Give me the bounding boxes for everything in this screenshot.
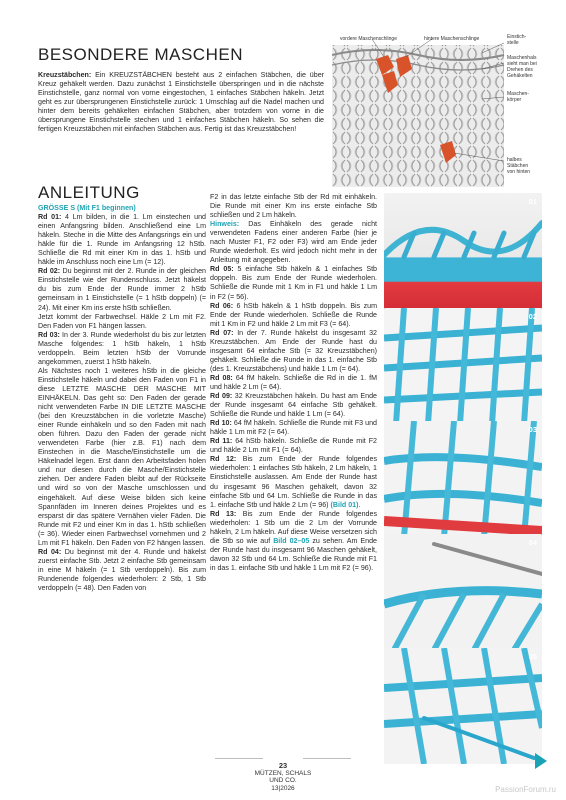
round-label: Rd 13: <box>210 509 237 518</box>
footer-line-2: UND CO. <box>269 777 297 784</box>
label-stitch-body: Maschen-körper <box>507 91 529 103</box>
round-label: Rd 02: <box>38 267 61 276</box>
intro-label: Kreuzstäbchen: <box>38 71 92 79</box>
footer-divider-left <box>215 758 263 759</box>
yarn-illustration <box>384 648 542 764</box>
round-text: 32 Kreuzstäbchen häkeln. Du hast am Ende der Runde insgesamt 64 einfache Stb gehäkelt. Schließe die Runde und häkle 1 Lm (= 64). <box>210 392 377 419</box>
crochet-hook-icon <box>424 718 534 758</box>
round-text: Bis zum Ende der Runde folgendes wiederholen: 1 Stb um die 2 Lm der Vorrunde häkeln, 2 Lm häkeln. Auf diese Weise versetzen sich die Stb so wie auf <box>210 509 377 545</box>
photo-step-02 <box>384 308 542 424</box>
paragraph <box>210 220 377 265</box>
round-text-tail: zu sehen. Am Ende der Runde hast du insgesamt 96 Maschen gehäkelt, davon 32 Stb und 64 Lm. Schließe die Runde mit F1 in das 1. einfache Stb und häkle 1 Lm mit F2 (= 96). <box>210 536 377 572</box>
figure-reference: (Bild 01) <box>330 500 359 509</box>
round-text: F2 in das letzte einfache Stb der Rd mit einhäkeln. Die Runde mit einer Km ins erste einfache Stb schließen und 2 Lm häkeln. <box>210 193 377 220</box>
photo-number: 03 <box>528 425 537 434</box>
round-label: Rd 03: <box>38 330 60 339</box>
round-label: Rd 10: <box>210 419 232 428</box>
yarn-illustration <box>384 308 542 424</box>
page-number: 23 <box>278 761 288 770</box>
round-text: Das Einhäkeln des gerade nicht verwendeten Fadens einer anderen Farbe (hier je nach Muster F1, F2 oder F3) wird am Ende jeder Runde wiederholt. Es wird jedoch nicht mehr in der Anleitung mit angegeben. <box>210 220 377 265</box>
paragraph <box>210 302 377 329</box>
paragraph <box>38 331 206 367</box>
crochet-hook-icon <box>434 544 542 574</box>
yarn-illustration <box>384 193 542 309</box>
column-1 <box>38 204 206 593</box>
column-2-body <box>210 193 377 573</box>
photo-number: 05 <box>528 652 537 661</box>
paragraph <box>210 265 377 301</box>
paragraph <box>210 392 377 419</box>
round-text: In der 3. Runde wiederholst du bis zur letzten Masche folgendes: 1 hStb häkeln, 1 hStb verdoppeln. Beim letzten hStb der Vorrunde angekommen, zuerst 1 hStb häkeln. <box>38 330 206 366</box>
footer-divider-right <box>303 758 351 759</box>
paragraph <box>210 193 377 220</box>
round-label: Rd 11: <box>210 437 233 446</box>
column-2 <box>210 193 377 573</box>
photo-number: 02 <box>528 312 537 321</box>
round-text-tail: . <box>358 500 361 509</box>
round-label: Rd 12: <box>210 455 237 464</box>
figure-reference: Bild 02–05 <box>273 536 310 545</box>
footer-line-1: MÜTZEN, SCHALS <box>254 769 312 777</box>
label-entry-point: Einstich-stelle <box>507 34 527 46</box>
round-label: Rd 04: <box>38 547 62 556</box>
watermark: PassionForum.ru <box>495 785 556 794</box>
footer-line-3: 13|2026 <box>271 784 295 792</box>
yarn-illustration <box>384 421 542 537</box>
round-text: In der 7. Runde häkelst du insgesamt 32 Kreuzstäbchen. Am Ende der Runde hast du insgesamt 64 einfache Stb (= 32 Kreuzstäbchen) gehäkelt. Schließe die Runde in das 1. einfache Stb (des 1. Kreuzstäbchens) und häkle 1 Lm (= 64). <box>210 328 378 373</box>
round-label: Rd 09: <box>210 392 233 401</box>
round-label: Rd 07: <box>210 328 234 337</box>
photo-number: 04 <box>528 538 537 547</box>
photo-step-05 <box>384 648 542 764</box>
paragraph <box>38 267 206 312</box>
paragraph <box>210 510 377 573</box>
cross-stitch-intro <box>38 71 324 134</box>
yarn-illustration <box>384 534 542 650</box>
paragraph <box>210 419 377 437</box>
size-label: GRÖSSE S (Mit F1 beginnen) <box>38 204 136 212</box>
paragraph <box>210 374 377 392</box>
label-back-loop: hintere Maschenschlinge <box>424 36 480 42</box>
round-label: Rd 05: <box>210 265 234 274</box>
photo-step-03 <box>384 421 542 537</box>
round-text: Jetzt kommt der Farbwechsel. Häkle 2 Lm mit F2. Den Faden von F1 hängen lassen. <box>38 312 206 330</box>
label-half-stitch: halbes Stäbchen von hinten <box>507 157 531 175</box>
instructions-heading: ANLEITUNG <box>38 183 140 202</box>
round-label: Rd 01: <box>38 213 62 222</box>
page-footer <box>0 762 566 792</box>
round-text: Als Nächstes noch 1 weiteres hStb in die gleiche Einstichstelle häkeln und dabei den Faden von F1 in diese LETZTE MASCHE DER MASCHE MIT EINHÄKELN. Das geht so: Den Faden der gerade nicht verwendeten Farbe IN DIE LETZTE MASCHE (bei den Kreuzstäbchen in die vorletzte Masche) einer Runde einhäkeln und so den Faden mit nach oben führen. Dazu den Faden der gerade nicht verwendeten Farbe (hier z.B. F1) nach dem Einstechen in die Masche/Einstichstelle um die Häkelnadel legen. Erst dann den Arbeitsfaden holen und nur diesen durch die Masche/Einstichstelle ziehen. Der andere Faden bleibt auf der Rückseite und wird so von der Masche umschlossen und eingehäkelt. Auf diese Weise bilden sich keine Spannfäden im Inneren deines Projektes und es ersparst dir das spätere Vernähen vieler Fäden. Die Runde mit F2 und einer Km in das 1. hStb schließen (= 36). Wieder einen Farbwechsel vornehmen und 2 Lm mit F1 häkeln. Den Faden von F2 hängen lassen. <box>38 366 206 547</box>
paragraph <box>38 548 206 593</box>
paragraph <box>210 455 377 509</box>
round-text: 64 hStb häkeln. Schließe die Runde mit F2 und häkle 2 Lm mit F1 (= 64). <box>210 437 377 455</box>
round-label: Hinweis: <box>210 220 240 229</box>
paragraph <box>38 367 206 548</box>
photo-step-04 <box>384 534 542 650</box>
round-text: 5 einfache Stb häkeln & 1 einfaches Stb doppeln. Bis zum Ende der Runde wiederholen. Schließe die Runde mit 1 Km in F1 und häkle 1 Lm in F2 (= 56). <box>210 265 377 301</box>
label-front-loop: vordere Maschenschlinge <box>340 36 397 42</box>
round-text: 64 fM häkeln. Schließe die Rd in die 1. fM und häkle 2 Lm (= 64). <box>210 373 377 391</box>
stitch-diagram <box>332 33 557 193</box>
paragraph <box>38 313 206 331</box>
round-text: Du beginnst mit der 2. Runde in der gleichen Einstichstelle wie der Rundenschluss. Jetzt häkelst du bis zum Ende der Runde immer 2 hStb gemeinsam in 1 Einstichstelle (= 1 hStb doppeln) (= 24). Mit einer Km ins erste hStb schließen. <box>38 267 206 312</box>
paragraph <box>210 329 377 374</box>
photo-step-01 <box>384 193 542 309</box>
round-text: Du beginnst mit der 4. Runde und häkelst zuerst einfache Stb. Jetzt 2 einfache Stb gemeinsam in eine M häkeln (= 1 Stb verdoppeln). Bis zum Rundenende folgendes wiederholen: 2 Stb, 1 Stb verdoppeln (= 48). Den Faden von <box>38 547 206 592</box>
round-label: Rd 06: <box>210 301 234 310</box>
fabric-texture <box>332 45 504 187</box>
next-page-arrow-icon[interactable] <box>535 753 547 769</box>
special-stitches-heading: BESONDERE MASCHEN <box>38 45 243 64</box>
paragraph <box>38 213 206 267</box>
photo-number: 01 <box>528 197 537 206</box>
intro-text: Ein KREUZSTÄBCHEN besteht aus 2 einfachen Stäbchen, die über Kreuz gehäkelt werden. Dazu zunächst 1 Einstichstelle überspringen und in die nächste Einstichstelle, ganz normal von vorne eingestochen, 1 einfaches Stäbchen häkeln. Jetzt geht es zur übersprungenen Einstichstelle zurück: 1 Umschlag auf die Nadel machen und hinter dem bereits gehäkelten einfachen Stäbchen, aber trotzdem von vorne in die übersprungene Einstichstelle stechen und 1 einfaches Stäbchen häkeln. So sehen die fertigen Kreuzstäbchen mit einfachen Stäbchen aus. Fertig ist das Kreuzstäbchen! <box>38 71 324 134</box>
paragraph <box>210 437 377 455</box>
round-text: 6 hStb häkeln & 1 hStb doppeln. Bis zum Ende der Runde wiederholen. Schließe die Runde mit 1 Km in F2 und häkle 2 Lm mit F3 (= 64). <box>210 301 377 328</box>
round-text: Bis zum Ende der Runde folgendes wiederholen: 1 einfaches Stb häkeln, 2 Lm häkeln, 1 Einstichstelle auslassen. Am Ende der Runde hast du insgesamt 96 Maschen gehäkelt, davon 32 einfache Stb und 64 Lm. Schließe die Runde in das 1. einfache Stb und häkle 2 Lm (= 96) <box>210 455 377 509</box>
label-stitch-neck: Maschenhals sieht man bei Drehen des Gehäkelten <box>507 55 537 79</box>
round-text: 64 fM häkeln. Schließe die Runde mit F3 und häkle 1 Lm mit F2 (= 64). <box>210 419 377 437</box>
round-label: Rd 08: <box>210 373 233 382</box>
column-1-body <box>38 213 206 593</box>
round-text: 4 Lm bilden, in die 1. Lm einstechen und einen Anfangsring bilden. Anschließend eine Lm häkeln. Steche in die Mitte des Anfangsrings ein und häkle für die 1. Runde im Anfangsring 12 hStb. Schließe die Rd mit einer Km in das 1. hStb und häkle im Anschluss noch eine Lm (= 12). <box>38 213 206 267</box>
